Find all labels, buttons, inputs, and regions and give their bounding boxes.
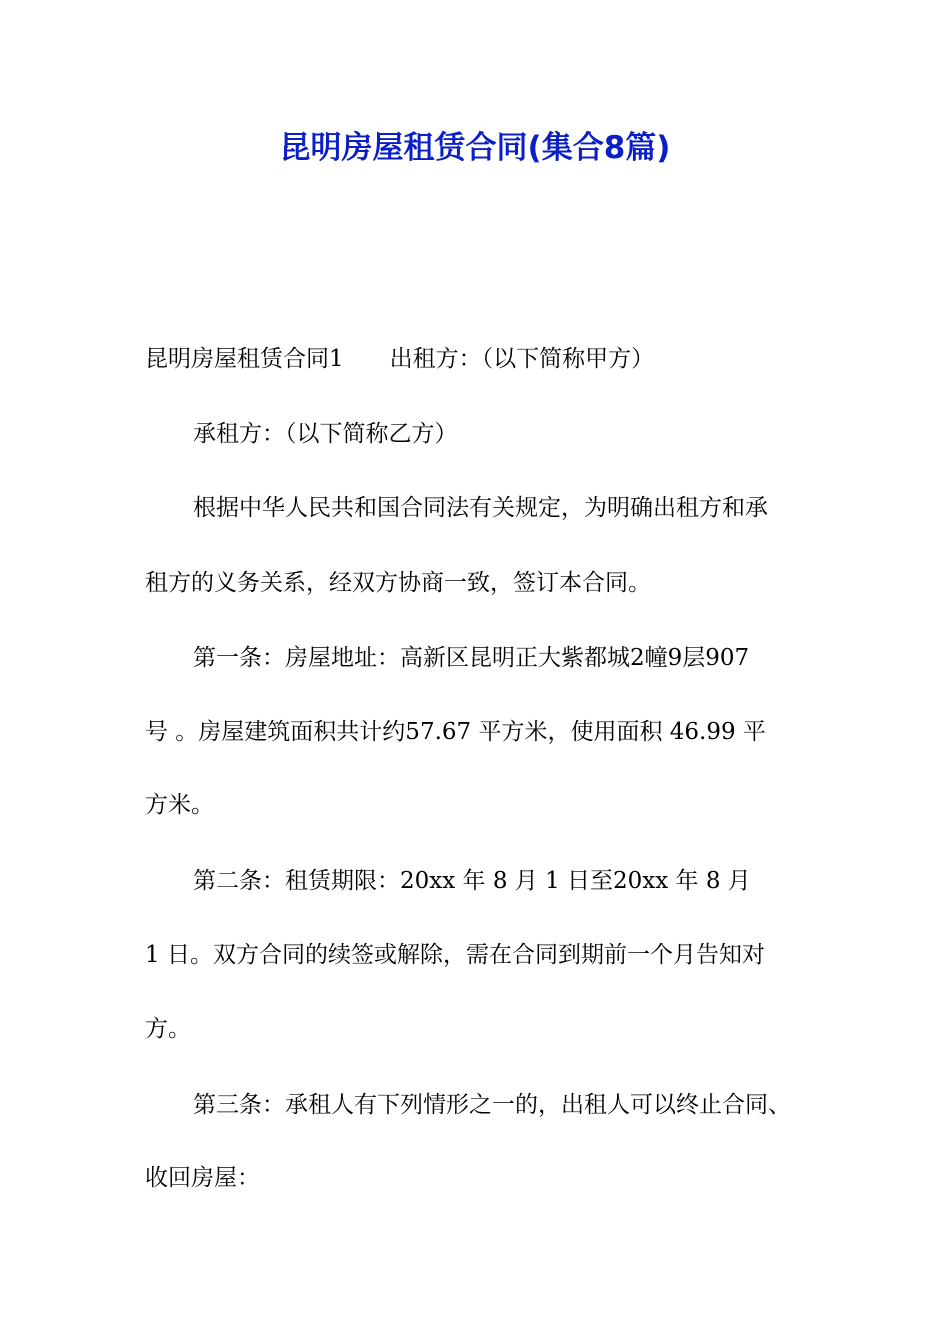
- text-line-11: 第三条：承租人有下列情形之一的，出租人可以终止合同、: [193, 1092, 791, 1118]
- text-line-9: 1 日。双方合同的续签或解除，需在合同到期前一个月告知对: [145, 942, 765, 968]
- text-line-1: 昆明房屋租赁合同1 出租方：（以下简称甲方）: [145, 346, 655, 372]
- text-line-2: 承租方：（以下简称乙方）: [193, 421, 458, 447]
- document-title: 昆明房屋租赁合同(集合8篇): [279, 130, 671, 166]
- text-line-10: 方。: [145, 1016, 191, 1042]
- text-line-4: 租方的义务关系，经双方协商一致，签订本合同。: [145, 570, 651, 596]
- text-line-8: 第二条：租赁期限：20xx 年 8 月 1 日至20xx 年 8 月: [193, 868, 751, 894]
- text-line-5: 第一条：房屋地址：高新区昆明正大紫都城2幢9层907: [193, 645, 750, 671]
- text-line-6: 号 。房屋建筑面积共计约57.67 平方米，使用面积 46.99 平: [145, 719, 766, 745]
- text-line-7: 方米。: [145, 792, 214, 818]
- text-line-12: 收回房屋：: [145, 1165, 260, 1191]
- text-line-3: 根据中华人民共和国合同法有关规定，为明确出租方和承: [193, 495, 768, 521]
